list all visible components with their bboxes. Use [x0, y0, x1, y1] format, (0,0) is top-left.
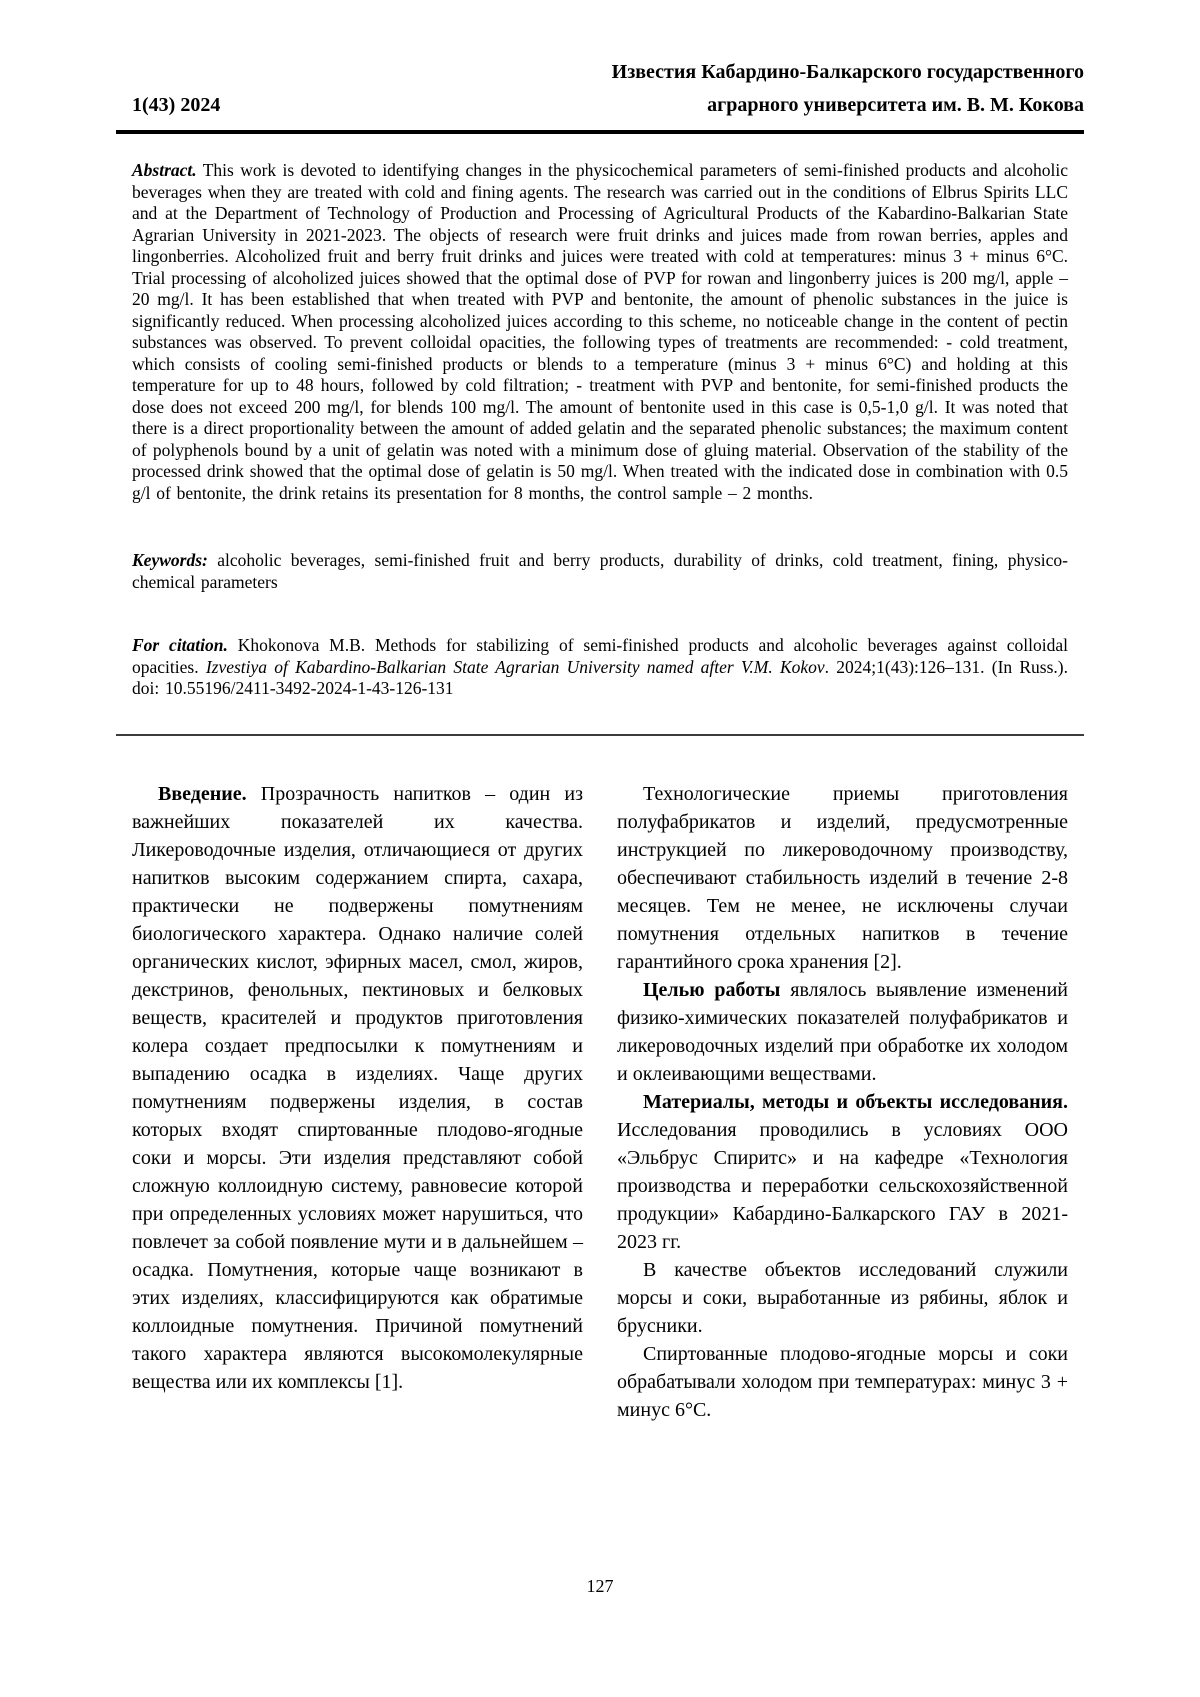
paragraph-text: Технологические приемы приготовления полуфабрикатов и изделий, предусмотренные инструкцией по ликероводочному производству, обеспечивают стабильность изделий в течение 2-8 месяцев. Тем не менее, не исключены случаи помутнения отдельных напитков в течение гарантийного срока хранения [2].	[617, 782, 1068, 973]
treatment-text: Спиртованные плодово-ягодные морсы и соки обрабатывали холодом при температурах: минус 3 + минус 6°С.	[617, 1342, 1068, 1421]
keywords-paragraph	[132, 550, 1068, 593]
abstract-paragraph	[132, 160, 1068, 504]
citation-source: Izvestiya of Kabardino-Balkarian State Agrarian University named after V.M. Kokov	[205, 656, 825, 677]
keywords-label: Keywords:	[132, 550, 208, 570]
keywords-text: alcoholic beverages, semi-finished fruit and berry products, durability of drinks, cold treatment, fining, physico-chemical parameters	[132, 550, 1068, 592]
intro-text: Прозрачность напитков – один из важнейших показателей их качества. Ликероводочные изделия, отличающиеся от других напитков высоким содержанием спирта, сахара, практически не подвержены помутнениям биологического характера. Однако наличие солей органических кислот, эфирных масел, смол, жиров, декстринов, фенольных, пектиновых и белковых веществ, красителей и продуктов приготовления колера создает предпосылки к помутнениям и выпадению осадка в изделиях. Чаще других помутнениям подвержены изделия, в состав которых входят спиртованные плодово-ягодные соки и морсы. Эти изделия представляют собой сложную коллоидную систему, равновесие которой при определенных условиях может нарушиться, что повлечет за собой появление мути и в дальнейшем – осадка. Помутнения, которые чаще возникают в этих изделиях, классифицируются как обратимые коллоидные помутнения. Причиной помутнений такого характера являются высокомолекулярные вещества или их комплексы [1].	[132, 782, 583, 1393]
materials-paragraph	[617, 1088, 1068, 1256]
section-divider-rule	[116, 734, 1084, 736]
issue-number: 1(43) 2024	[132, 94, 221, 116]
intro-lead: Введение.	[158, 782, 247, 805]
journal-name-line1: Известия Кабардино-Балкарского государственного	[611, 61, 1084, 83]
goal-paragraph	[617, 976, 1068, 1088]
objects-text: В качестве объектов исследований служили морсы и соки, выработанные из рябины, яблок и брусники.	[617, 1258, 1068, 1337]
left-column	[132, 780, 583, 1424]
body-paragraph	[617, 780, 1068, 976]
objects-paragraph	[617, 1256, 1068, 1340]
page-number: 127	[586, 1576, 614, 1596]
header-rule	[116, 130, 1084, 134]
treatment-paragraph	[617, 1340, 1068, 1424]
journal-name-line2: аграрного университета им. В. М. Кокова	[707, 94, 1084, 116]
journal-header	[116, 56, 1084, 122]
citation-paragraph	[132, 635, 1068, 700]
citation-label: For citation.	[132, 635, 228, 655]
intro-paragraph	[132, 780, 583, 1396]
goal-text: являлось выявление изменений физико-химических показателей полуфабрикатов и ликероводочных изделий при обработке их холодом и оклеивающими веществами.	[617, 978, 1068, 1085]
journal-name	[612, 56, 1084, 122]
right-column	[617, 780, 1068, 1424]
materials-text: Исследования проводились в условиях ООО «Эльбрус Спиритс» и на кафедре «Технология производства и переработки сельскохозяйственной продукции» Кабардино-Балкарского ГАУ в 2021-2023 гг.	[617, 1118, 1068, 1253]
materials-lead: Материалы, методы и объекты исследования.	[643, 1090, 1068, 1113]
abstract-text: This work is devoted to identifying changes in the physicochemical parameters of semi-finished products and alcoholic beverages when they are treated with cold and fining agents. The research was carried out in the conditions of Elbrus Spirits LLC and at the Department of Technology of Production and Processing of Agricultural Products of the Kabardino-Balkarian State Agrarian University in 2021-2023. The objects of research were fruit drinks and juices made from rowan berries, apples and lingonberries. Alcoholized fruit and berry fruit drinks and juices were treated with cold at temperatures: minus 3 + minus 6°C. Trial processing of alcoholized juices showed that the optimal dose of PVP for rowan and lingonberry juices is 200 mg/l, apple – 20 mg/l. It has been established that when treated with PVP and bentonite, the amount of phenolic substances in the juice is significantly reduced. When processing alcoholized juices according to this scheme, no noticeable change in the content of pectin substances was observed. To prevent colloidal opacities, the following types of treatments are recommended: - cold treatment, which consists of cooling semi-finished products or blends to a temperature (minus 3 + minus 6°C) and holding at this temperature for up to 48 hours, followed by cold filtration; - treatment with PVP and bentonite, for semi-finished products the dose does not exceed 200 mg/l, for blends 100 mg/l. The amount of bentonite used in this case is 0,5-1,0 g/l. It was noted that there is a direct proportionality between the amount of added gelatin and the separated phenolic substances; the maximum content of polyphenols bound by a unit of gelatin was noted with a minimum dose of gluing material. Observation of the stability of the processed drink showed that the optimal dose of gelatin is 50 mg/l. When treated with the indicated dose in combination with 0.5 g/l of bentonite, the drink retains its presentation for 8 months, the control sample – 2 months.	[132, 160, 1068, 503]
citation-text-after: . 2024;1(43):126–131. (In Russ.). doi: 10.55196/2411-3492-2024-1-43-126-131	[132, 656, 1068, 698]
goal-lead: Целью работы	[643, 978, 781, 1001]
two-column-body	[132, 780, 1068, 1424]
citation-text-before: Khokonova M.B. Methods for stabilizing of semi-finished products and alcoholic beverages against colloidal opacities.	[132, 635, 1068, 677]
abstract-label: Abstract.	[132, 160, 197, 180]
